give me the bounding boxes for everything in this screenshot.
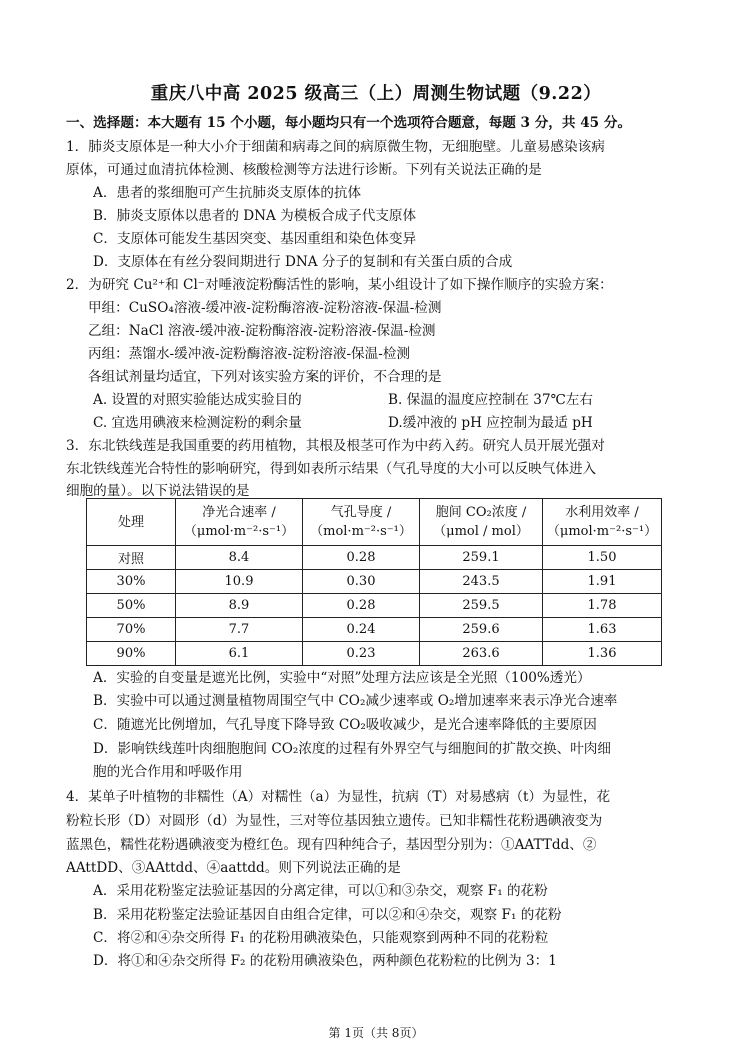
table-cell: 0.24	[303, 618, 420, 642]
table-cell: 263.6	[420, 642, 543, 666]
table-cell: 0.28	[303, 546, 420, 570]
table-cell: 0.30	[303, 570, 420, 594]
table-cell: 0.28	[303, 594, 420, 618]
q1-option-d: D．支原体在有丝分裂间期进行 DNA 分子的复制和有关蛋白质的合成	[93, 254, 513, 270]
q3-stem-line: 细胞的量）。以下说法错误的是	[66, 483, 250, 499]
q3-option-b: B．实验中可以通过测量植物周围空气中 CO₂减少速率或 O₂增加速率来表示净光合速率	[93, 693, 618, 709]
q1-stem-line: 原体，可通过血清抗体检测、核酸检测等方法进行诊断。下列有关说法正确的是	[66, 162, 542, 178]
table-cell: 70%	[87, 618, 176, 642]
q3-option-d: D．影响铁线莲叶肉细胞胞间 CO₂浓度的过程有外界空气与细胞间的扩散交换、叶肉细	[93, 741, 611, 757]
q2-stem: 2．为研究 Cu²⁺和 Cl⁻对唾液淀粉酶活性的影响，某小组设计了如下操作顺序的实验方案：	[66, 277, 613, 293]
q4-stem-line: 4．某单子叶植物的非糯性（A）对糯性（a）为显性，抗病（T）对易感病（t）为显性，花	[66, 789, 611, 805]
q3-option-a: A．实验的自变量是遮光比例，实验中“对照”处理方法应该是全光照（100%透光）	[93, 670, 591, 686]
table-row	[87, 642, 662, 666]
table-header-cell: 处理	[87, 499, 176, 546]
q4-stem-line: 粉粒长形（D）对圆形（d）为显性，三对等位基因独立遗传。已知非糯性花粉遇碘液变为	[66, 813, 603, 829]
q2-group-jia: 甲组：CuSO₄溶液-缓冲液-淀粉酶溶液-淀粉溶液-保温-检测	[88, 300, 442, 316]
table-header-cell: 水利用效率 / （μmol·m⁻²·s⁻¹）	[543, 499, 662, 546]
table-cell: 8.9	[176, 594, 303, 618]
q2-option-c: C. 宜选用碘液来检测淀粉的剩余量	[93, 415, 302, 431]
q3-stem-line: 3．东北铁线莲是我国重要的药用植物，其根及根茎可作为中药入药。研究人员开展光强对	[66, 438, 605, 454]
q2-group-yi: 乙组：NaCl 溶液-缓冲液-淀粉酶溶液-淀粉溶液-保温-检测	[88, 323, 436, 339]
q4-option-c: C．将②和④杂交所得 F₁ 的花粉用碘液染色，只能观察到两种不同的花粉粒	[93, 930, 549, 946]
table-row	[87, 594, 662, 618]
q3-data-table	[86, 498, 662, 666]
q2-option-b: B. 保温的温度应控制在 37℃左右	[388, 392, 593, 408]
page-number: 第 1页（共 8页）	[328, 1026, 424, 1040]
table-cell: 30%	[87, 570, 176, 594]
table-cell: 1.78	[543, 594, 662, 618]
q4-stem-line: 蓝黑色，糯性花粉遇碘液变为橙红色。现有四种纯合子，基因型分别为：①AATTdd、②	[66, 837, 597, 853]
table-row	[87, 546, 662, 570]
table-row	[87, 618, 662, 642]
table-cell: 6.1	[176, 642, 303, 666]
table-cell: 1.91	[543, 570, 662, 594]
q1-option-a: A．患者的浆细胞可产生抗肺炎支原体的抗体	[93, 185, 362, 201]
q4-option-d: D．将①和④杂交所得 F₂ 的花粉用碘液染色，两种颜色花粉粒的比例为 3：1	[93, 953, 557, 969]
table-cell: 259.5	[420, 594, 543, 618]
q4-option-a: A．采用花粉鉴定法验证基因的分离定律，可以①和③杂交，观察 F₁ 的花粉	[93, 883, 548, 899]
table-cell: 0.23	[303, 642, 420, 666]
q3-stem-line: 东北铁线莲光合特性的影响研究，得到如表所示结果（气孔导度的大小可以反映气体进入	[66, 461, 597, 477]
table-header-cell: 胞间 CO₂浓度 / （μmol / mol）	[420, 499, 543, 546]
table-header-cell: 净光合速率 / （μmol·m⁻²·s⁻¹）	[176, 499, 303, 546]
q3-option-c: C．随遮光比例增加，气孔导度下降导致 CO₂吸收减少，是光合速率降低的主要原因	[93, 717, 597, 733]
table-cell: 对照	[87, 546, 176, 570]
table-cell: 50%	[87, 594, 176, 618]
q2-question: 各组试剂量均适宜，下列对该实验方案的评价，不合理的是	[88, 369, 442, 385]
table-cell: 1.36	[543, 642, 662, 666]
table-cell: 8.4	[176, 546, 303, 570]
page-title: 重庆八中高 2025 级高三（上）周测生物试题（9.22）	[150, 84, 602, 104]
table-cell: 243.5	[420, 570, 543, 594]
table-cell: 7.7	[176, 618, 303, 642]
table-header-cell: 气孔导度 / （mol·m⁻²·s⁻¹）	[303, 499, 420, 546]
q2-group-bing: 丙组：蒸馏水-缓冲液-淀粉酶溶液-淀粉溶液-保温-检测	[88, 346, 411, 362]
table-cell: 10.9	[176, 570, 303, 594]
table-cell: 259.6	[420, 618, 543, 642]
table-cell: 1.50	[543, 546, 662, 570]
table-cell: 90%	[87, 642, 176, 666]
q2-option-d: D.缓冲液的 pH 应控制为最适 pH	[388, 415, 593, 431]
q1-option-c: C．支原体可能发生基因突变、基因重组和染色体变异	[93, 231, 417, 247]
q1-option-b: B．肺炎支原体以患者的 DNA 为模板合成子代支原体	[93, 208, 417, 224]
q2-option-a: A. 设置的对照实验能达成实验目的	[93, 392, 302, 408]
table-header-row	[87, 499, 662, 546]
q4-stem-line: AAttDD、③AAttdd、④aattdd。则下列说法正确的是	[66, 860, 401, 876]
q1-stem-line: 1．肺炎支原体是一种大小介于细菌和病毒之间的病原微生物，无细胞壁。儿童易感染该病	[66, 139, 605, 155]
table-row	[87, 570, 662, 594]
q3-option-d-continued: 胞的光合作用和呼吸作用	[93, 764, 243, 780]
section-heading: 一、选择题：本大题有 15 个小题，每小题均只有一个选项符合题意，每题 3 分，共 45 分。	[66, 115, 632, 131]
table-cell: 259.1	[420, 546, 543, 570]
q4-option-b: B．采用花粉鉴定法验证基因自由组合定律，可以②和④杂交，观察 F₁ 的花粉	[93, 907, 562, 923]
table-cell: 1.63	[543, 618, 662, 642]
